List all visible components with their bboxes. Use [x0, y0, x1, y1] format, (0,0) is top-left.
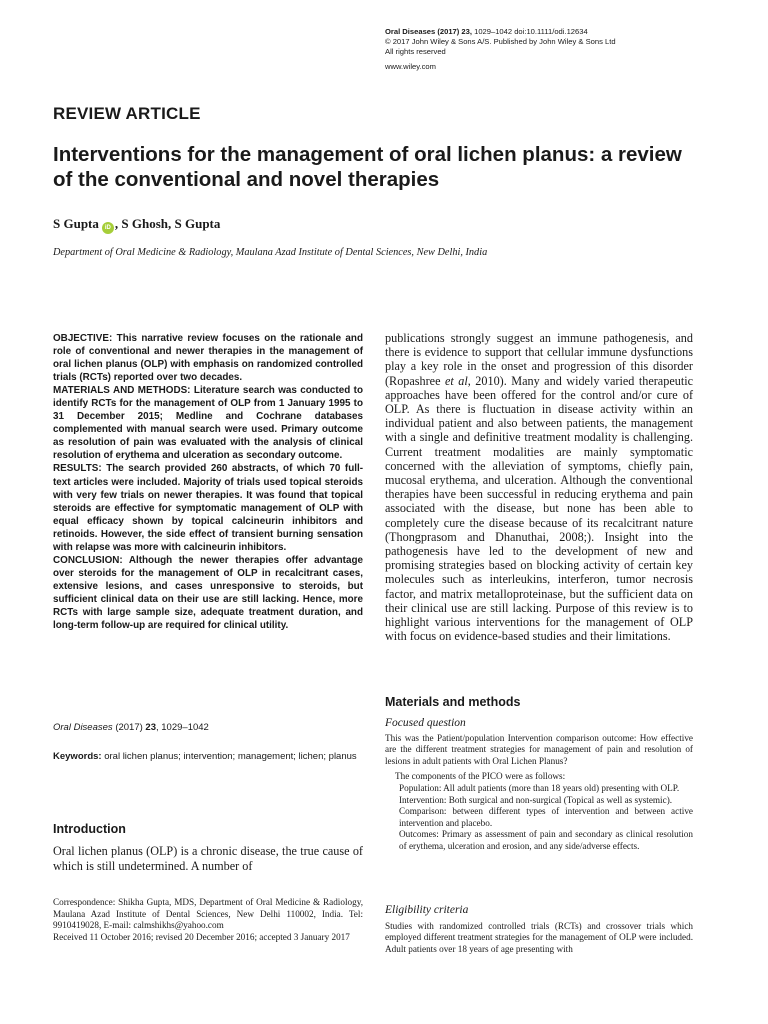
pico-item-population: Population: All adult patients (more than 18 years old) presenting with OLP. — [399, 783, 680, 793]
citation-journal: Oral Diseases — [53, 722, 113, 733]
eligibility-heading: Eligibility criteria — [385, 904, 469, 916]
keywords — [53, 750, 363, 764]
eligibility-text: Studies with randomized controlled trials (RCTs) and crossover trials which employed different treatment strategies for the management of OLP were included. Adult patients over 18 years of age presenting with — [385, 921, 693, 954]
abstract-methods-text: Literature search was conducted to identify RCTs for the management of OLP from 1 January 1995 to 31 December 2015; Medline and Cochrane databases complemented with manual search were used. Primary outcome as resolution of pain was evaluated with the analysis of clinical resolution of erythema and ulceration as secondary outcome. — [53, 385, 363, 462]
introduction-text: Oral lichen planus (OLP) is a chronic disease, the true cause of which is still undetermined. A number of — [53, 844, 363, 874]
orcid-icon[interactable]: iD — [102, 222, 114, 234]
journal-pages-doi: 1029–1042 doi:10.1111/odi.12634 — [474, 27, 588, 36]
journal-citation — [53, 722, 209, 733]
pico-item-outcomes: Outcomes: Primary as assessment of pain and secondary as clinical resolution of erythema, ulceration and erosion, and any side/adverse effects. — [399, 829, 693, 851]
abstract-objective-label: OBJECTIVE: — [53, 333, 113, 344]
article-type-label: REVIEW ARTICLE — [53, 104, 201, 123]
pico-item-intervention: Intervention: Both surgical and non-surgical (Topical as well as systemic). — [399, 794, 673, 805]
body-text-etal: et al — [445, 373, 468, 388]
focused-question-heading: Focused question — [385, 717, 466, 729]
abstract-methods — [53, 384, 363, 462]
pico-item-comparison: Comparison: between different types of intervention and between active intervention and placebo. — [399, 806, 693, 828]
publisher-url[interactable]: www.wiley.com — [385, 61, 436, 71]
introduction-continuation — [385, 331, 693, 643]
rights-line: All rights reserved — [385, 47, 446, 57]
abstract-objective — [53, 332, 363, 384]
author-affiliation: Department of Oral Medicine & Radiology, Maulana Azad Institute of Dental Sciences, New Delhi, India — [53, 247, 488, 258]
pico-intro: The components of the PICO were as follows: — [395, 771, 566, 781]
keywords-text: oral lichen planus; intervention; management; lichen; planus — [104, 751, 357, 762]
body-text-part-2: , 2010). Many and widely varied therapeutic approaches have been offered for the control and/or cure of OLP. As there is fluctuation in disease activity within an individual patient and also between patients, the management with a single and definitive treatment modality is challenging. Current treatment modalities are mainly symptomatic concerned with the alleviation of symptoms, chiefly pain, mucosal erythema, and ulceration. Although the conventional therapies have been successful in reducing erythema and pain associated with the disease, but none has been able to completely cure the disease because of its recalcitrant nature (Thongprasom and Dhanuthai, 2008;). Insight into the pathogenesis have led to the development of new and promising strategies based on blocking activity of certain key molecules such as interleukins, interferon, tumor necrosis factor, and matrix metalloproteinase, but the sufficient data on their clinical use are still lacking. Purpose of this review is to highlight various interventions for the management of OLP with focus on evidence-based studies and their limitations. — [385, 373, 693, 644]
abstract-objective-text: This narrative review focuses on the rationale and role of conventional and newer therapies in the management of oral lichen planus (OLP) with emphasis on randomized controlled trials (RCTs) reported over two decades. — [53, 333, 363, 384]
article-title: Interventions for the management of oral lichen planus: a review of the conventional and novel therapies — [53, 143, 682, 191]
body-text-part-1: publications strongly suggest an immune pathogenesis, and there is evidence to support that cellular immune dysfunctions play a key role in the onset and progression of this disorder (Ropashree — [385, 331, 693, 388]
abstract-methods-label: MATERIALS AND METHODS: — [53, 385, 191, 397]
abstract-conclusion-label: CONCLUSION: — [53, 554, 123, 566]
introduction-heading: Introduction — [53, 822, 126, 836]
copyright-line: © 2017 John Wiley & Sons A/S. Published by John Wiley & Sons Ltd — [385, 37, 616, 47]
author-name[interactable]: S Gupta — [53, 216, 99, 231]
citation-year: (2017) — [115, 722, 143, 733]
abstract-results-text: The search provided 260 abstracts, of which 70 full-text articles were included. Majority of trials used topical steroids with very few trials on newer therapies. It was found that topical steroids are effective for symptomatic management of OLP with equal efficacy shown by topical calcineurin inhibitors and retinoids. However, the side effect of transient burning sensation with relapse was more with calcineurin inhibitors. — [53, 463, 363, 553]
abstract-conclusion — [53, 554, 363, 632]
abstract-results — [53, 462, 363, 553]
received-dates: Received 11 October 2016; revised 20 December 2016; accepted 3 January 2017 — [53, 931, 350, 942]
citation-pages: , 1029–1042 — [156, 722, 209, 733]
materials-methods-heading: Materials and methods — [385, 695, 521, 709]
citation-volume: 23 — [145, 722, 156, 733]
abstract-results-label: RESULTS: — [53, 463, 102, 475]
pico-list — [399, 783, 693, 852]
journal-citation-line — [385, 27, 755, 37]
correspondence-footnote — [53, 897, 363, 943]
keywords-label: Keywords: — [53, 751, 102, 762]
journal-header — [385, 27, 755, 72]
author-list — [53, 216, 220, 234]
abstract — [53, 332, 363, 632]
focused-question-text: This was the Patient/population Intervention comparison outcome: How effective are the different treatment strategies for management of pain and resolution of lesions in adult patients with Oral Lichen Planus? — [385, 733, 693, 766]
abstract-conclusion-text: Although the newer therapies offer advantage over steroids for the management of OLP in recalcitrant cases, extensive lesions, and cases unresponsive to steroids, but sufficient clinical data on their use are still lacking. Hence, more RCTs with large sample size, adequate treatment duration, and long-term follow-up are required for clinical utility. — [53, 554, 363, 632]
journal-name-volume: Oral Diseases (2017) 23, — [385, 27, 472, 36]
author-names-rest: , S Ghosh, S Gupta — [114, 216, 221, 231]
correspondence-text: Correspondence: Shikha Gupta, MDS, Department of Oral Medicine & Radiology, Maulana Azad Institute of Dental Sciences, New Delhi 110002, India. Tel: 9910419028, E-mail: calmshikhs@yahoo.com — [53, 897, 363, 931]
